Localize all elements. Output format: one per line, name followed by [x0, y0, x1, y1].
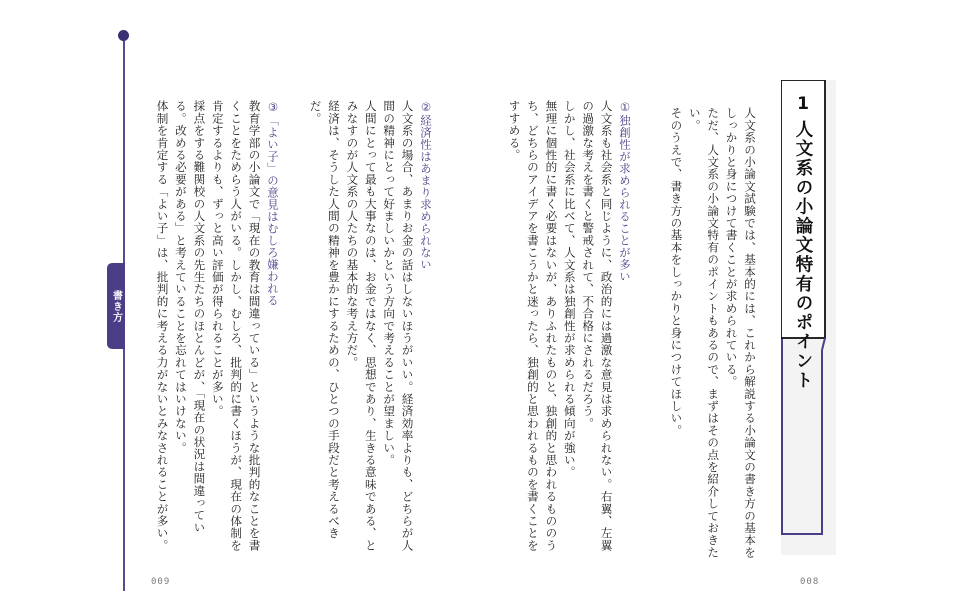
section-1-paragraph: 無理に個性的に書く必要はないが、ありふれたものと、独創的と思われるもののうち、どちらのアイデアを書こうかと迷ったら、独創的と思われるものを書くことをすすめる。: [507, 100, 559, 552]
title-text: 人文系の小論文特有のポイント: [793, 120, 813, 391]
section-3: [153, 100, 282, 555]
section-1-paragraph: しかし、社会系に比べて、人文系は独創性が求められる傾向が強い。: [562, 100, 577, 479]
intro-text: [667, 107, 759, 562]
title-number: 1: [797, 94, 809, 114]
section-3-paragraph: 採点をする難関校の人文系の先生たちのほとんどが、「現在の状況は間違っている。改める必要がある」と考えていることを忘れてはいけない。: [173, 100, 207, 534]
page-number-left: 009: [151, 577, 171, 587]
section-1-paragraph: 人文系も社会系と同じように、政治的には過激な意見は求められない。右翼、左翼の過激な考えを書くと警戒されて、不合格にされるだろう。: [581, 100, 614, 552]
chapter-tab-label: 書き方: [110, 289, 122, 323]
intro-paragraph: ただ、人文系の小論文特有のポイントもあるので、まずはその点を紹介しておきたい。: [687, 107, 721, 559]
section-2-paragraph: 経済は、そうした人間の精神を豊かにするための、ひとつの手段だと考えるべきだ。: [308, 100, 341, 540]
section-3-paragraph: 教育学部の小論文で「現在の教育は間違っている」というような批判的なことを書くことをためらう人がいる。しかし、むしろ、批判的に書くほうが、現在の体制を肯定するよりも、ずっと高い評価が得られることが多い。: [210, 100, 262, 552]
section-1-heading: ①独創性が求められることが多い: [618, 100, 632, 283]
section-2-heading: ②経済性はあまり求められない: [419, 100, 433, 271]
section-2: [306, 100, 435, 555]
margin-dot: [118, 30, 129, 41]
section-2-paragraph: 人間にとって最も大事なのは、お金ではなく、思想であり、生きる意味である、とみなすのが人文系の人たちの基本的な考え方だ。: [345, 100, 378, 552]
section-2-paragraph: 人文系の場合、あまりお金の話はしないほうがいい。経済効率よりも、どちらが人間の精神にとって好ましいかという方向で考えることが望ましい。: [382, 100, 415, 552]
title-box: [781, 80, 829, 544]
chapter-title-block: [781, 80, 836, 560]
section-1: [505, 100, 634, 555]
chapter-tab: [107, 263, 125, 349]
section-3-heading: ③「よい子」の意見はむしろ嫌われる: [266, 100, 280, 307]
section-3-paragraph: 体制を肯定する「よい子」は、批判的に考える力がないとみなされることが多い。: [155, 100, 170, 552]
page-number-right: 008: [800, 577, 820, 587]
intro-paragraph: そのうえで、書き方の基本をしっかりと身につけてほしい。: [669, 107, 684, 437]
intro-paragraph: 人文系の小論文試験では、基本的には、これから解説する小論文の書き方の基本をしっかりと身につけて書くことが求められている。: [724, 107, 757, 559]
